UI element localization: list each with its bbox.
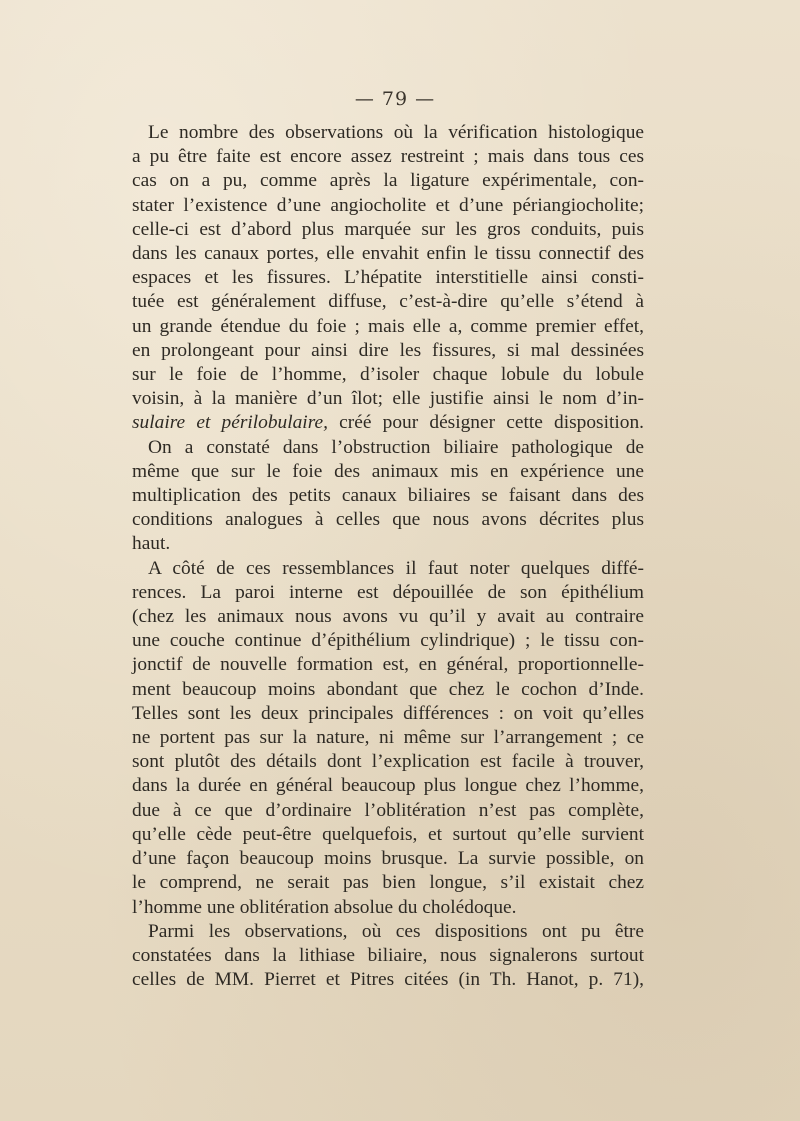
text-line: haut. <box>132 533 171 555</box>
text-line: rences. La paroi interne est dépouillée de son épithélium <box>132 581 644 603</box>
text-line: On a constaté dans l’obstruction biliaire pathologique de <box>148 436 644 458</box>
text-line: stater l’existence d’une angiocholite et d’une périangiocholite; <box>132 194 644 216</box>
text-line: Le nombre des observations où la vérification histologique <box>148 122 644 143</box>
text-line: celle-ci est d’abord plus marquée sur les gros conduits, puis <box>132 218 644 240</box>
text-line: un grande étendue du foie ; mais elle a, comme premier effet, <box>132 315 644 337</box>
text-line: cas on a pu, comme après la ligature expérimentale, con- <box>132 170 644 192</box>
text-line: sur le foie de l’homme, d’isoler chaque lobule du lobule <box>132 364 644 386</box>
text-line: conditions analogues à celles que nous avons décrites plus <box>132 509 644 531</box>
text-line: celles de MM. Pierret et Pitres citées (in Th. Hanot, p. 71), <box>132 969 644 991</box>
text-line: espaces et les fissures. L’hépatite interstitielle ainsi consti- <box>132 267 644 289</box>
body-text <box>132 121 644 992</box>
text-line: ment beaucoup moins abondant que chez le cochon d’Inde. <box>132 678 644 700</box>
text-line: voisin, à la manière d’un îlot; elle justifie ainsi le nom d’in- <box>132 388 644 410</box>
page-number: — 79 — <box>354 88 436 110</box>
text-line: tuée est généralement diffuse, c’est-à-dire qu’elle s’étend à <box>132 291 644 313</box>
text-line: Parmi les observations, où ces dispositions ont pu être <box>148 920 644 942</box>
text-line: dans les canaux portes, elle envahit enfin le tissu connectif des <box>132 243 644 265</box>
text-line: l’homme une oblitération absolue du cholédoque. <box>132 896 517 918</box>
text-line: due à ce que d’ordinaire l’oblitération n’est pas complète, <box>132 799 644 821</box>
paragraph-2 <box>132 436 644 557</box>
text-line: d’une façon beaucoup moins brusque. La survie possible, on <box>132 848 644 870</box>
text-line: jonctif de nouvelle formation est, en général, proportionnelle- <box>132 654 644 676</box>
text-fragment: créé pour désigner cette disposition. <box>327 412 644 434</box>
text-line-mixed <box>132 411 644 435</box>
text-line: même que sur le foie des animaux mis en expérience une <box>132 460 644 482</box>
text-line: (chez les animaux nous avons vu qu’il y avait au contraire <box>132 606 644 628</box>
paragraph-1 <box>132 121 644 436</box>
text-line: qu’elle cède peut-être quelquefois, et surtout qu’elle survient <box>132 823 644 845</box>
paragraph-4 <box>132 920 644 993</box>
italic-term: sulaire et périlobulaire, <box>132 412 328 434</box>
text-line: le comprend, ne serait pas bien longue, s’il existait chez <box>132 872 644 894</box>
text-line: A côté de ces ressemblances il faut noter quelques diffé- <box>148 557 644 579</box>
text-line: sont plutôt des détails dont l’explication est facile à trouver, <box>132 751 644 773</box>
text-line: ne portent pas sur la nature, ni même sur l’arrangement ; ce <box>132 727 644 749</box>
text-line: une couche continue d’épithélium cylindrique) ; le tissu con- <box>132 630 644 652</box>
text-line: Telles sont les deux principales différences : on voit qu’elles <box>132 702 644 724</box>
text-line: multiplication des petits canaux biliaires se faisant dans des <box>132 485 644 507</box>
text-line: constatées dans la lithiase biliaire, nous signalerons surtout <box>132 944 644 966</box>
paragraph-3 <box>132 557 644 920</box>
text-line: dans la durée en général beaucoup plus longue chez l’homme, <box>132 775 644 797</box>
text-line: a pu être faite est encore assez restreint ; mais dans tous ces <box>132 146 644 168</box>
text-line: en prolongeant pour ainsi dire les fissures, si mal dessinées <box>132 339 644 361</box>
